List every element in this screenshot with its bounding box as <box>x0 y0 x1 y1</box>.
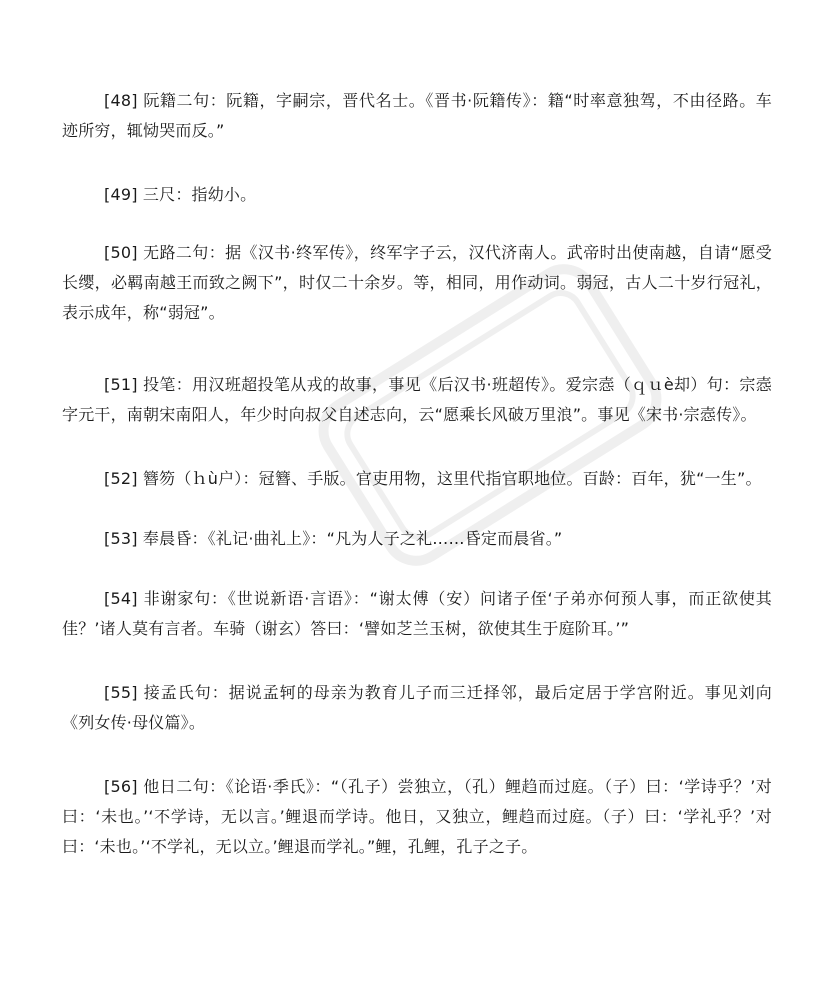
note-52: [52] 簪笏（ｈù户）：冠簪、手版。官吏用物，这里代指官职地位。百龄：百年，犹“一生”。 <box>104 469 762 488</box>
note-51: [51] 投笔：用汉班超投笔从戎的故事，事见《后汉书·班超传》。爱宗悫（ｑｕè却）句：宗悫字元干，南朝宋南阳人，年少时向叔父自述志向，云“愿乘长风破万里浪”。事见《宋书·宗悫传》。 <box>62 375 772 424</box>
note-53: [53] 奉晨昏：《礼记·曲礼上》：“凡为人子之礼……昏定而晨省。” <box>104 529 563 548</box>
note-55: [55] 接孟氏句：据说孟轲的母亲为教育儿子而三迁择邻，最后定居于学宫附近。事见刘向《列女传·母仪篇》。 <box>62 683 772 732</box>
note-54: [54] 非谢家句：《世说新语·言语》：“谢太傅（安）问诸子侄‘子弟亦何预人事，而正欲使其佳？’诸人莫有言者。车骑（谢玄）答曰：‘譬如芝兰玉树，欲使其生于庭阶耳。’” <box>62 589 772 638</box>
note-56: [56] 他日二句：《论语·季氏》：“（孔子）尝独立，（孔）鲤趋而过庭。（子）曰：‘学诗乎？’对曰：‘未也。’‘不学诗，无以言。’鲤退而学诗。他日，又独立，鲤趋而过庭。（子）曰：‘学礼乎？’对曰：‘未也。’‘不学礼，无以立。’鲤退而学礼。”鲤，孔鲤，孔子之子。 <box>62 777 772 856</box>
note-49: [49] 三尺：指幼小。 <box>104 185 257 204</box>
note-48: [48] 阮籍二句：阮籍，字嗣宗，晋代名士。《晋书·阮籍传》：籍“时率意独驾，不由径路。车迹所穷，辄恸哭而反。” <box>62 91 772 140</box>
note-50: [50] 无路二句：据《汉书·终军传》，终军字子云，汉代济南人。武帝时出使南越，自请“愿受长缨，必羁南越王而致之阙下”，时仅二十余岁。等，相同，用作动词。弱冠，古人二十岁行冠礼，表示成年，称“弱冠”。 <box>62 243 772 322</box>
